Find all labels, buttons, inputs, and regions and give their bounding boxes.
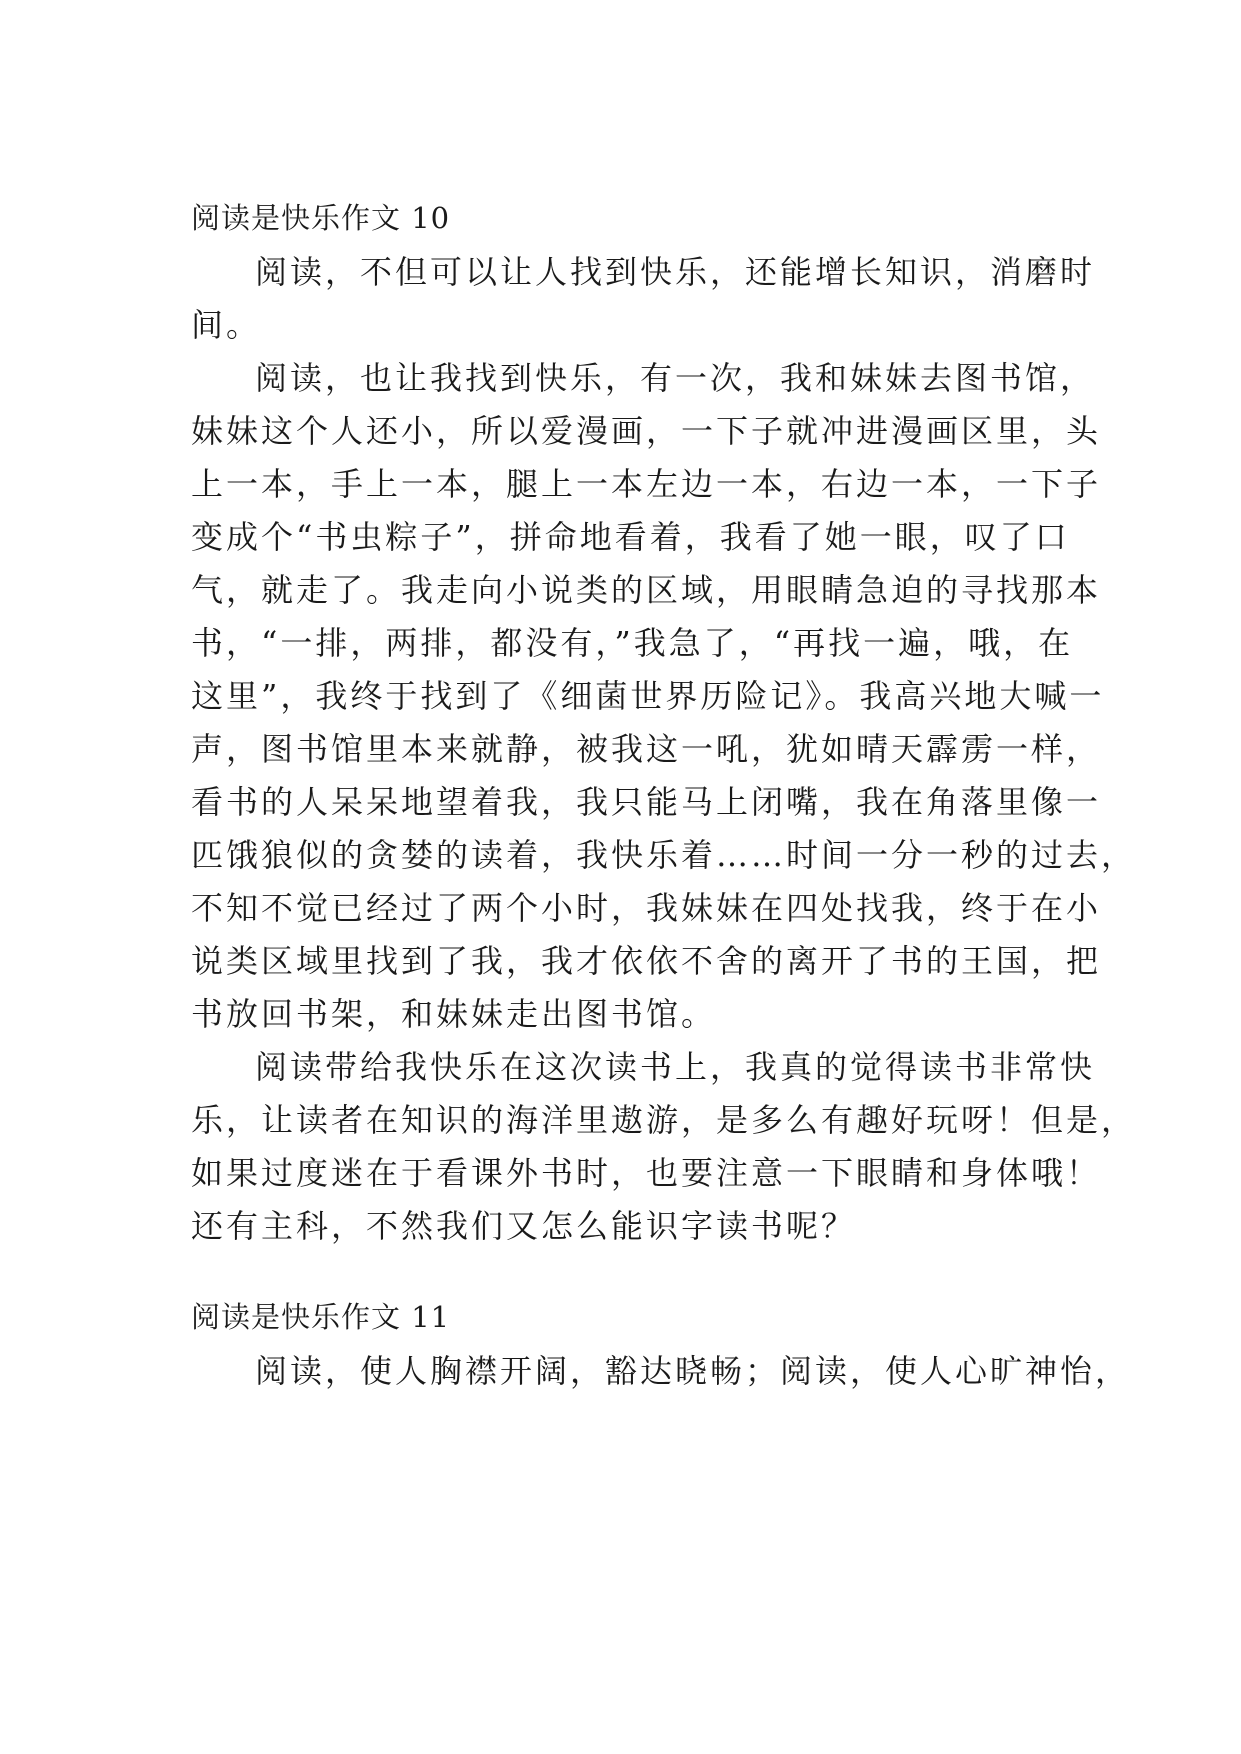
- paragraph-line: 气，就走了。我走向小说类的区域，用眼睛急迫的寻找那本: [191, 571, 1102, 609]
- paragraph-line: 看书的人呆呆地望着我，我只能马上闭嘴，我在角落里像一: [191, 783, 1102, 821]
- paragraph-line: 阅读，也让我找到快乐，有一次，我和妹妹去图书馆，: [255, 359, 1096, 397]
- paragraph-line: 说类区域里找到了我，我才依依不舍的离开了书的王国，把: [191, 942, 1102, 980]
- paragraph-line: 声，图书馆里本来就静，被我这一吼，犹如晴天霹雳一样，: [191, 730, 1102, 768]
- paragraph-line: 上一本，手上一本，腿上一本左边一本，右边一本，一下子: [191, 465, 1102, 503]
- essay-11-title: 阅读是快乐作文 11: [191, 1300, 451, 1334]
- paragraph-line: 变成个“书虫粽子”，拼命地看着，我看了她一眼，叹了口: [191, 518, 1070, 556]
- paragraph-line: 还有主科，不然我们又怎么能识字读书呢？: [191, 1207, 857, 1245]
- paragraph-line: 阅读带给我快乐在这次读书上，我真的觉得读书非常快: [255, 1048, 1096, 1086]
- paragraph-line: 如果过度迷在于看课外书时，也要注意一下眼睛和身体哦！: [191, 1154, 1102, 1192]
- paragraph-line: 不知不觉已经过了两个小时，我妹妹在四处找我，终于在小: [191, 889, 1102, 927]
- paragraph-line: 间。: [191, 306, 262, 344]
- paragraph-line: 这里”，我终于找到了《细菌世界历险记》。我高兴地大喊一: [191, 677, 1105, 715]
- document-page: [191, 0, 1137, 1754]
- paragraph-line: 书放回书架，和妹妹走出图书馆。: [191, 995, 717, 1033]
- paragraph-line: 书，“一排，两排，都没有，”我急了，“再找一遍，哦，在: [191, 624, 1074, 662]
- paragraph-line: 乐，让读者在知识的海洋里遨游，是多么有趣好玩呀！但是，: [191, 1101, 1137, 1139]
- paragraph-line: 阅读，使人胸襟开阔，豁达晓畅；阅读，使人心旷神怡，: [255, 1352, 1131, 1390]
- paragraph-line: 阅读，不但可以让人找到快乐，还能增长知识，消磨时: [255, 253, 1096, 291]
- paragraph-line: 匹饿狼似的贪婪的读着，我快乐着……时间一分一秒的过去，: [191, 836, 1137, 874]
- paragraph-line: 妹妹这个人还小，所以爱漫画，一下子就冲进漫画区里，头: [191, 412, 1102, 450]
- essay-10-title: 阅读是快乐作文 10: [191, 201, 451, 235]
